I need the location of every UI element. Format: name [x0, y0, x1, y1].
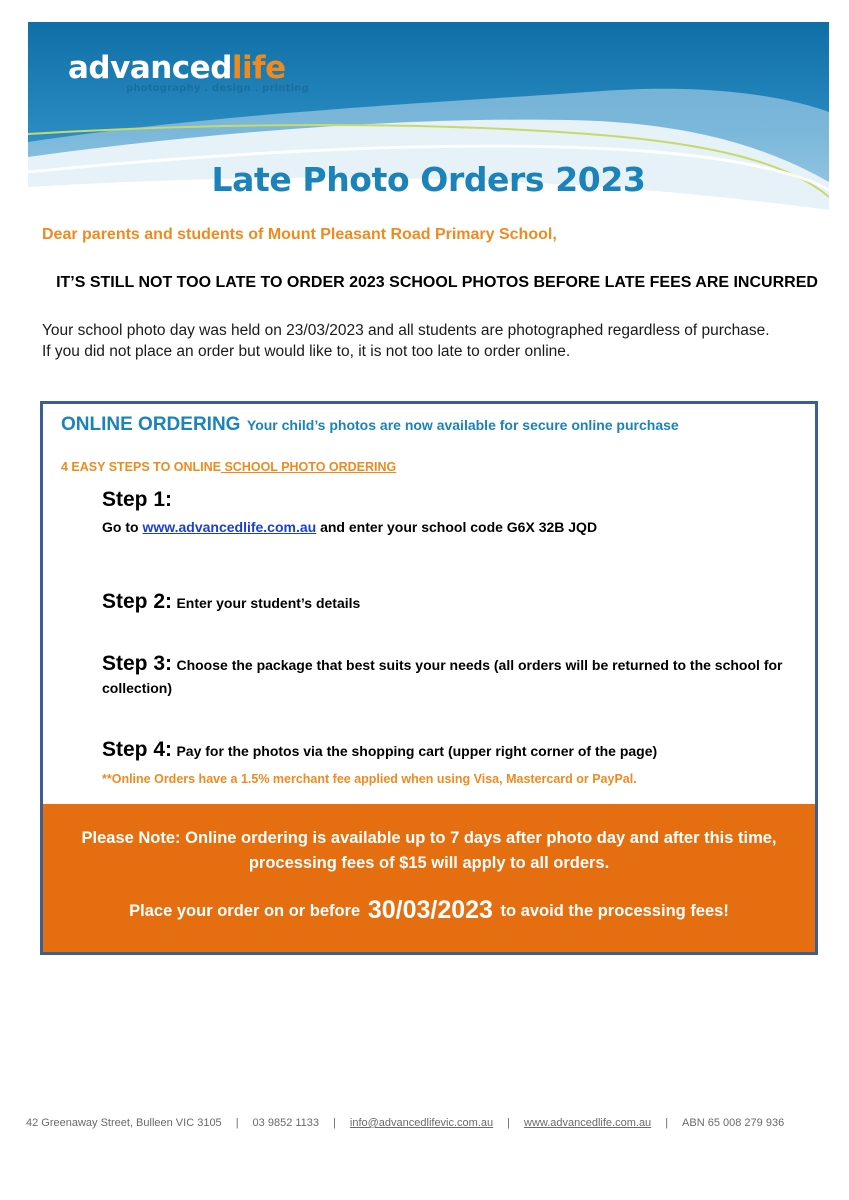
processing-fee-notice: [43, 804, 815, 952]
footer: [26, 1117, 784, 1129]
step-3-text: Choose the package that best suits your needs (all orders will be returned to the school for collection): [102, 657, 783, 696]
headline: IT’S STILL NOT TOO LATE TO ORDER 2023 SCHOOL PHOTOS BEFORE LATE FEES ARE INCURRED: [56, 274, 818, 291]
intro-line-1: Your school photo day was held on 23/03/2023 and all students are photographed regardless of purchase.: [42, 322, 770, 339]
logo: [68, 52, 309, 94]
steps-title: [61, 460, 396, 474]
page-title: Late Photo Orders 2023: [211, 160, 646, 199]
footer-phone: 03 9852 1133: [252, 1117, 320, 1129]
footer-address: 42 Greenaway Street, Bulleen VIC 3105: [26, 1117, 222, 1129]
footer-separator: |: [665, 1117, 669, 1129]
online-ordering-subheading: Your child’s photos are now available for secure online purchase: [246, 417, 679, 433]
online-ordering-header: [61, 414, 679, 436]
footer-website-link[interactable]: www.advancedlife.com.au: [524, 1117, 652, 1129]
logo-text-life: life: [231, 50, 286, 86]
steps-title-a: 4 EASY STEPS TO ONLINE: [61, 460, 221, 474]
step-1-text: [102, 516, 807, 539]
notice-line-1: Please Note: Online ordering is available up to 7 days after photo day and after this time, processing fees of $15 will apply to all orders.: [81, 829, 777, 872]
notice-line-2-b: to avoid the processing fees!: [500, 902, 729, 920]
footer-separator: |: [333, 1117, 336, 1129]
step-3: [102, 652, 807, 700]
step-4-text: Pay for the photos via the shopping cart (upper right corner of the page): [176, 743, 658, 759]
step-2-label: Step 2:: [102, 590, 173, 613]
intro-text: [42, 320, 770, 362]
step-3-label: Step 3:: [102, 652, 173, 675]
step-1: [102, 488, 807, 539]
step-1-text-b: and enter your school code G6X 32B JQD: [316, 519, 598, 535]
greeting: Dear parents and students of Mount Pleasant Road Primary School,: [42, 226, 557, 243]
step-2-text: Enter your student’s details: [176, 595, 361, 611]
step-4: [102, 738, 807, 763]
footer-abn: ABN 65 008 279 936: [682, 1117, 785, 1129]
footer-separator: |: [507, 1117, 510, 1129]
step-4-label: Step 4:: [102, 738, 173, 761]
footer-email-link[interactable]: info@advancedlifevic.com.au: [349, 1117, 494, 1129]
online-ordering-box: [40, 401, 818, 955]
logo-tagline: photography . design . printing: [126, 83, 309, 94]
notice-line-2-a: Place your order on or before: [129, 902, 361, 920]
steps-title-b: SCHOOL PHOTO ORDERING: [221, 460, 397, 474]
logo-text-advanced: advanced: [68, 50, 232, 86]
intro-line-2: If you did not place an order but would like to, it is not too late to order online.: [42, 343, 571, 360]
footer-separator: |: [235, 1117, 239, 1129]
step-2: [102, 590, 807, 615]
website-link[interactable]: www.advancedlife.com.au: [142, 519, 317, 535]
merchant-fee-note: **Online Orders have a 1.5% merchant fee applied when using Visa, Mastercard or PayPal.: [102, 772, 637, 786]
deadline-date: 30/03/2023: [367, 896, 493, 924]
step-1-text-a: Go to: [102, 519, 143, 535]
step-1-label: Step 1:: [102, 488, 173, 511]
notice-line-2: [43, 896, 815, 925]
online-ordering-heading: ONLINE ORDERING: [61, 414, 241, 435]
